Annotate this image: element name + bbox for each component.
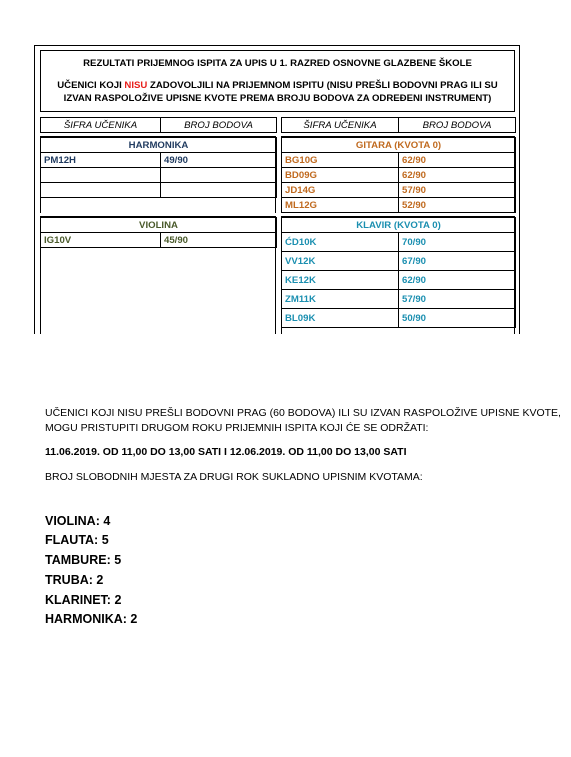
col-points: BROJ BODOVA <box>161 118 277 133</box>
exam-dates: 11.06.2019. OD 11,00 DO 13,00 SATI I 12.06.2019. OD 11,00 DO 13,00 SATI <box>45 446 407 458</box>
klavir-table <box>281 217 516 328</box>
gitara-table <box>281 137 516 213</box>
section-title: KLAVIR (KVOTA 0) <box>282 218 516 233</box>
table-row: ML12G 52/90 <box>282 198 516 213</box>
table-row <box>41 168 277 183</box>
highlight-nisu: NISU <box>124 80 148 91</box>
column-header-right <box>281 117 516 133</box>
table-row: BG10G 62/90 <box>282 153 516 168</box>
column-header-left <box>40 117 277 133</box>
results-title: REZULTATI PRIJEMNOG ISPITA ZA UPIS U 1. RAZRED OSNOVNE GLAZBENE ŠKOLE <box>83 58 472 69</box>
harmonika-table <box>40 137 277 198</box>
quota-klarinet: KLARINET: 2 <box>45 593 122 607</box>
quota-harmonika: HARMONIKA: 2 <box>45 612 138 626</box>
table-row: BD09G 62/90 <box>282 168 516 183</box>
results-subtitle: UČENICI KOJI NISU ZADOVOLJILI NA PRIJEMNOM ISPITU (NISU PREŠLI BODOVNI PRAG ILI SU <box>57 80 498 91</box>
free-places-heading: BROJ SLOBODNIH MJESTA ZA DRUGI ROK SUKLADNO UPISNIM KVOTAMA: <box>45 471 423 483</box>
violina-table <box>40 217 277 248</box>
quota-truba: TRUBA: 2 <box>45 573 104 587</box>
quota-violina: VIOLINA: 4 <box>45 514 111 528</box>
col-points: BROJ BODOVA <box>399 118 516 133</box>
table-row: BL09K 50/90 <box>282 309 516 328</box>
table-row: VV12K 67/90 <box>282 252 516 271</box>
section-title: VIOLINA <box>41 218 277 233</box>
col-code: ŠIFRA UČENIKA <box>282 118 399 133</box>
table-row: JD14G 57/90 <box>282 183 516 198</box>
table-row: PM12H 49/90 <box>41 153 277 168</box>
results-subtitle-line2: IZVAN RASPOLOŽIVE UPISNE KVOTE PREMA BROJU BODOVA ZA ODREĐENI INSTRUMENT) <box>63 93 492 104</box>
section-title: GITARA (KVOTA 0) <box>282 138 516 153</box>
section-title: HARMONIKA <box>41 138 277 153</box>
notice-line-2: MOGU PRISTUPITI DRUGOM ROKU PRIJEMNIH ISPITA KOJI ĆE SE ODRŽATI: <box>45 422 429 434</box>
quota-tambure: TAMBURE: 5 <box>45 553 122 567</box>
quota-flauta: FLAUTA: 5 <box>45 533 109 547</box>
table-row <box>41 183 277 198</box>
table-row: ZM11K 57/90 <box>282 290 516 309</box>
notice-line-1: UČENICI KOJI NISU PREŠLI BODOVNI PRAG (60 BODOVA) ILI SU IZVAN RASPOLOŽIVE UPISNE KVOTE, <box>45 407 561 419</box>
table-row: ĆD10K 70/90 <box>282 233 516 252</box>
table-row: IG10V 45/90 <box>41 233 277 248</box>
results-header <box>40 50 515 112</box>
table-row: KE12K 62/90 <box>282 271 516 290</box>
col-code: ŠIFRA UČENIKA <box>41 118 161 133</box>
